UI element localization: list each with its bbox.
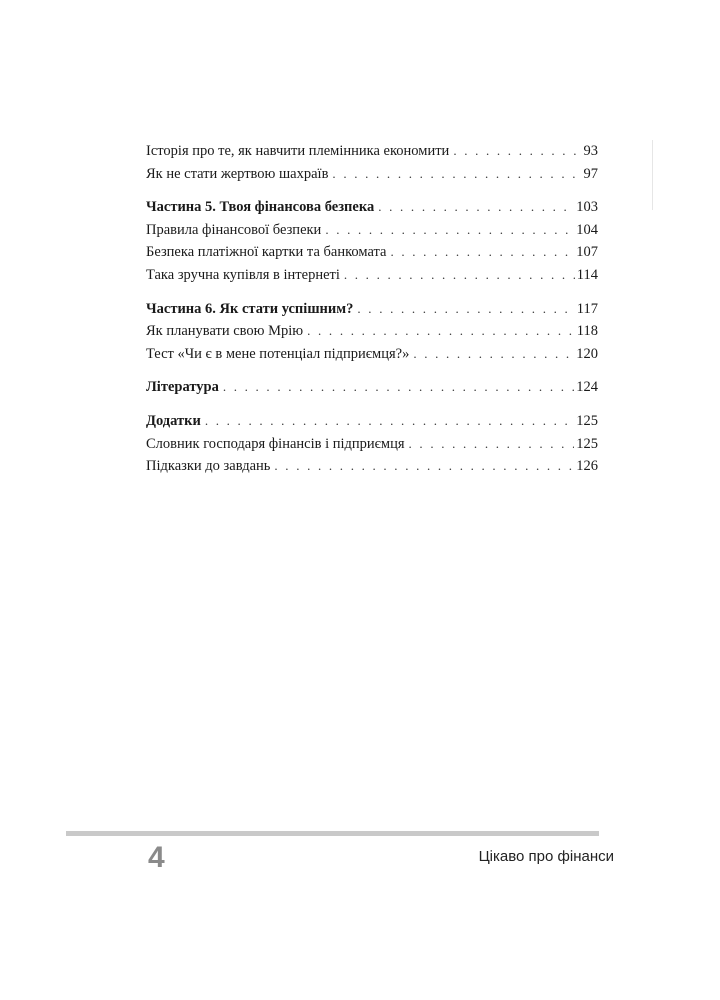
toc-entry-title: Як не стати жертвою шахраїв — [146, 165, 329, 182]
toc-heading-entry[interactable] — [146, 376, 598, 399]
dot-leader — [453, 140, 581, 163]
dot-leader — [413, 343, 574, 366]
toc-entry-page: 118 — [576, 323, 598, 340]
toc-entry-page: 125 — [576, 435, 598, 452]
toc-entry[interactable] — [146, 264, 598, 287]
toc-entry-title: Підказки до завдань — [146, 458, 271, 475]
dot-leader — [332, 163, 581, 186]
toc-entry-title: Частина 5. Твоя фінансова безпека — [146, 199, 375, 216]
toc-entry-page: 104 — [576, 221, 598, 238]
dot-leader — [307, 320, 575, 343]
toc-entry-page: 125 — [576, 412, 598, 429]
toc-entry-page: 93 — [583, 143, 598, 159]
toc-entry-page: 97 — [583, 165, 598, 182]
dot-leader — [344, 264, 575, 287]
toc-entry[interactable] — [146, 455, 598, 478]
toc-entry[interactable] — [146, 241, 598, 264]
toc-entry-title: Частина 6. Як стати успішним? — [146, 300, 354, 317]
toc-entry-title: Додатки — [146, 412, 201, 429]
toc-entry-title: Правила фінансової безпеки — [146, 221, 322, 238]
dot-leader — [205, 410, 574, 433]
toc-entry-title: Безпека платіжної картки та банкомата — [146, 244, 387, 261]
toc-entry[interactable] — [146, 343, 598, 366]
toc-entry-page: 120 — [576, 345, 598, 362]
toc-section — [146, 376, 598, 399]
toc-section — [146, 140, 598, 185]
toc-entry-title: Історія про те, як навчити племінника економити — [146, 143, 450, 159]
toc-section — [146, 298, 598, 366]
dot-leader — [409, 433, 575, 456]
dot-leader — [378, 196, 574, 219]
toc-entry-page: 107 — [576, 244, 598, 261]
toc-entry-title: Тест «Чи є в мене потенціал підприємця?» — [146, 345, 410, 362]
toc-entry-page: 126 — [576, 458, 598, 475]
toc-entry-page: 103 — [576, 199, 598, 216]
toc-entry[interactable] — [146, 219, 598, 242]
dot-leader — [223, 376, 574, 399]
toc-heading-entry[interactable] — [146, 298, 598, 321]
toc-entry-title: Література — [146, 379, 219, 396]
toc-entry[interactable] — [146, 140, 598, 163]
toc-entry-title: Словник господаря фінансів і підприємця — [146, 435, 405, 452]
page-number: 4 — [148, 841, 165, 874]
toc-entry-title: Як планувати свою Мрію — [146, 323, 304, 340]
toc-heading-entry[interactable] — [146, 410, 598, 433]
toc-entry[interactable] — [146, 320, 598, 343]
toc-entry-page: 124 — [576, 379, 598, 396]
dot-leader — [357, 298, 574, 321]
toc-entry-page: 117 — [576, 300, 598, 317]
toc-entry[interactable] — [146, 433, 598, 456]
table-of-contents — [146, 140, 598, 489]
dot-leader — [274, 455, 574, 478]
dot-leader — [390, 241, 574, 264]
toc-section — [146, 410, 598, 478]
running-title: Цікаво про фінанси — [478, 848, 614, 865]
toc-entry-title: Така зручна купівля в інтернеті — [146, 266, 340, 283]
toc-section — [146, 196, 598, 286]
toc-entry[interactable] — [146, 163, 598, 186]
toc-heading-entry[interactable] — [146, 196, 598, 219]
toc-entry-page: 114 — [576, 266, 598, 283]
footer-divider — [66, 831, 599, 836]
page-edge-shadow — [652, 140, 653, 210]
dot-leader — [325, 219, 574, 242]
